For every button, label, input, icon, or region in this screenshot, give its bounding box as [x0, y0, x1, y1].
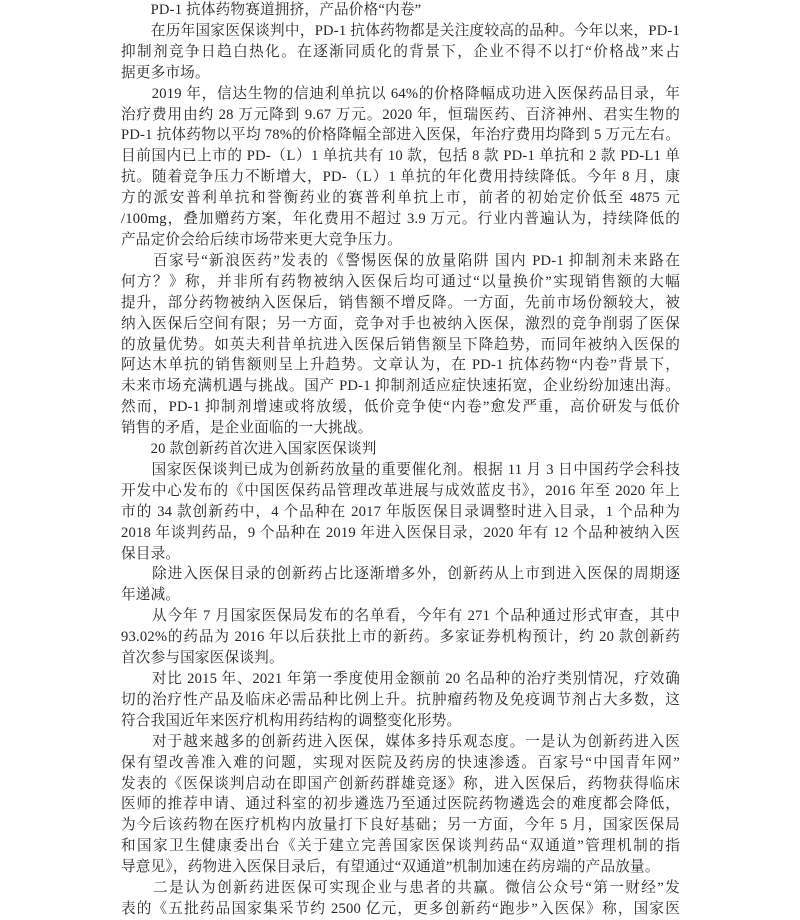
text-line: 二是认为创新药进医保可实现企业与患者的共赢。微信公众号“第一财经”发: [121, 880, 680, 897]
text-line: /100mg，叠加赠药方案，年化费用不超过 3.9 万元。行业内普遍认为，持续降低的: [121, 211, 680, 228]
text-line: 阿达木单抗的销售额则呈上升趋势。文章认为，在 PD-1 抗体药物“内卷”背景下，: [121, 357, 680, 374]
text-line: 对于越来越多的创新药进入医保，媒体多持乐观态度。一是认为创新药进入医: [121, 733, 680, 750]
text-line: 未来市场充满机遇与挑战。国产 PD-1 抑制剂适应症快速拓宽，企业纷纷加速出海。: [121, 378, 680, 395]
text-line: 然而，PD-1 抑制剂增速或将放缓，低价竞争使“内卷”愈发严重，高价研发与低价: [121, 399, 680, 416]
text-line: 表的《五批药品国家集采节约 2500 亿元，更多创新药“跑步”入医保》称，国家医: [121, 900, 680, 917]
text-line: 为今后该药物在医疗机构内放量打下良好基础；另一方面，今年 5 月，国家医保局: [121, 817, 680, 834]
text-line: 保目录。: [121, 545, 181, 562]
text-line: 抑制剂竞争日趋白热化。在逐渐同质化的背景下，企业不得不以打“价格战”来占: [121, 43, 680, 60]
text-line: 治疗费用由约 28 万元降到 9.67 万元。2020 年，恒瑞医药、百济神州、君实生物的: [121, 106, 680, 123]
text-line: PD-1 抗体药物赛道拥挤，产品价格“内卷”: [121, 2, 422, 18]
text-line: 和国家卫生健康委出台《关于建立完善国家医保谈判药品“双通道”管理机制的指: [121, 838, 680, 855]
text-line: 销售的矛盾，是企业面临的一大挑战。: [121, 420, 373, 437]
text-line: 据更多市场。: [121, 64, 210, 81]
text-line: PD-1 抗体药物以平均 78%的价格降幅全部进入医保，年治疗费用均降到 5 万元左右。: [121, 127, 680, 144]
text-line: 提升，部分药物被纳入医保后，销售额不增反降。一方面，先前市场份额较大，被: [121, 294, 680, 311]
text-line: 切的治疗性产品及临床必需品种比例上升。抗肿瘤药物及免疫调节剂占大多数，这: [121, 691, 680, 708]
text-line: 符合我国近年来医疗机构用药结构的调整变化形势。: [121, 712, 462, 729]
text-line: 发表的《医保谈判启动在即国产创新药群雄竞逐》称，进入医保后，药物获得临床: [121, 775, 680, 792]
text-line: 93.02%的药品为 2016 年以后获批上市的新药。多家证券机构预计，约 20 款创新药: [121, 629, 680, 646]
text-line: 方的派安普利单抗和誉衡药业的赛普利单抗上市，前者的初始定价低至 4875 元: [121, 190, 680, 207]
text-line: 对比 2015 年、2021 年第一季度使用金额前 20 名品种的治疗类别情况，疗效确: [121, 671, 680, 687]
text-line: 目前国内已上市的 PD-（L）1 单抗共有 10 款，包括 8 款 PD-1 单抗和 2 款 PD-L1 单: [121, 148, 680, 165]
text-line: 从今年 7 月国家医保局发布的名单看，今年有 271 个品种通过形式审查，其中: [121, 608, 680, 625]
text-line: 除进入医保目录的创新药占比逐渐增多外，创新药从上市到进入医保的周期逐: [121, 566, 680, 583]
text-line: 2019 年，信达生物的信迪利单抗以 64%的价格降幅成功进入医保药品目录，年: [121, 85, 680, 102]
text-line: 市的 34 款创新药中，4 个品种在 2017 年版医保目录调整时进入目录，1 个品种为: [121, 503, 680, 520]
text-line: 首次参与国家医保谈判。: [121, 650, 284, 667]
text-line: 纳入医保后空间有限；另一方面，竞争对手也被纳入医保，激烈的竞争削弱了医保: [121, 315, 680, 332]
text-line: 的放量优势。如英夫利昔单抗进入医保后销售额呈下降趋势，而同年被纳入医保的: [121, 336, 680, 353]
text-line: 开发中心发布的《中国医保药品管理改革进展与成效蓝皮书》，2016 年至 2020 年上: [121, 482, 680, 499]
text-line: 年递减。: [121, 587, 181, 604]
text-line: 医师的推荐申请、通过科室的初步遴选乃至通过医院药物遴选会的难度都会降低，: [121, 796, 680, 813]
text-line: 百家号“新浪医药”发表的《警惕医保的放量陷阱 国内 PD-1 抑制剂未来路在: [121, 252, 680, 269]
text-line: 国家医保谈判已成为创新药放量的重要催化剂。根据 11 月 3 日中国药学会科技: [121, 461, 680, 478]
text-line: 在历年国家医保谈判中，PD-1 抗体药物都是关注度较高的品种。今年以来，PD-1: [121, 22, 680, 39]
text-line: 2018 年谈判药品，9 个品种在 2019 年进入医保目录，2020 年有 12 个品种被纳入医: [121, 524, 680, 541]
text-line: 20 款创新药首次进入国家医保谈判: [121, 441, 377, 458]
text-line: 何方？》称，并非所有药物被纳入医保后均可通过“以量换价”实现销售额的大幅: [121, 273, 680, 290]
text-line: 保有望改善准入难的问题，实现对医院及药房的快速渗透。百家号“中国青年网”: [121, 754, 680, 771]
text-line: 产品定价会给后续市场带来更大竞争压力。: [121, 231, 403, 248]
text-line: 导意见》，药物进入医保目录后，有望通过“双通道”机制加速在药房端的产品放量。: [121, 859, 660, 876]
text-line: 抗。随着竞争压力不断增大，PD-（L）1 单抗的年化费用持续降低。今年 8 月，康: [121, 169, 680, 186]
